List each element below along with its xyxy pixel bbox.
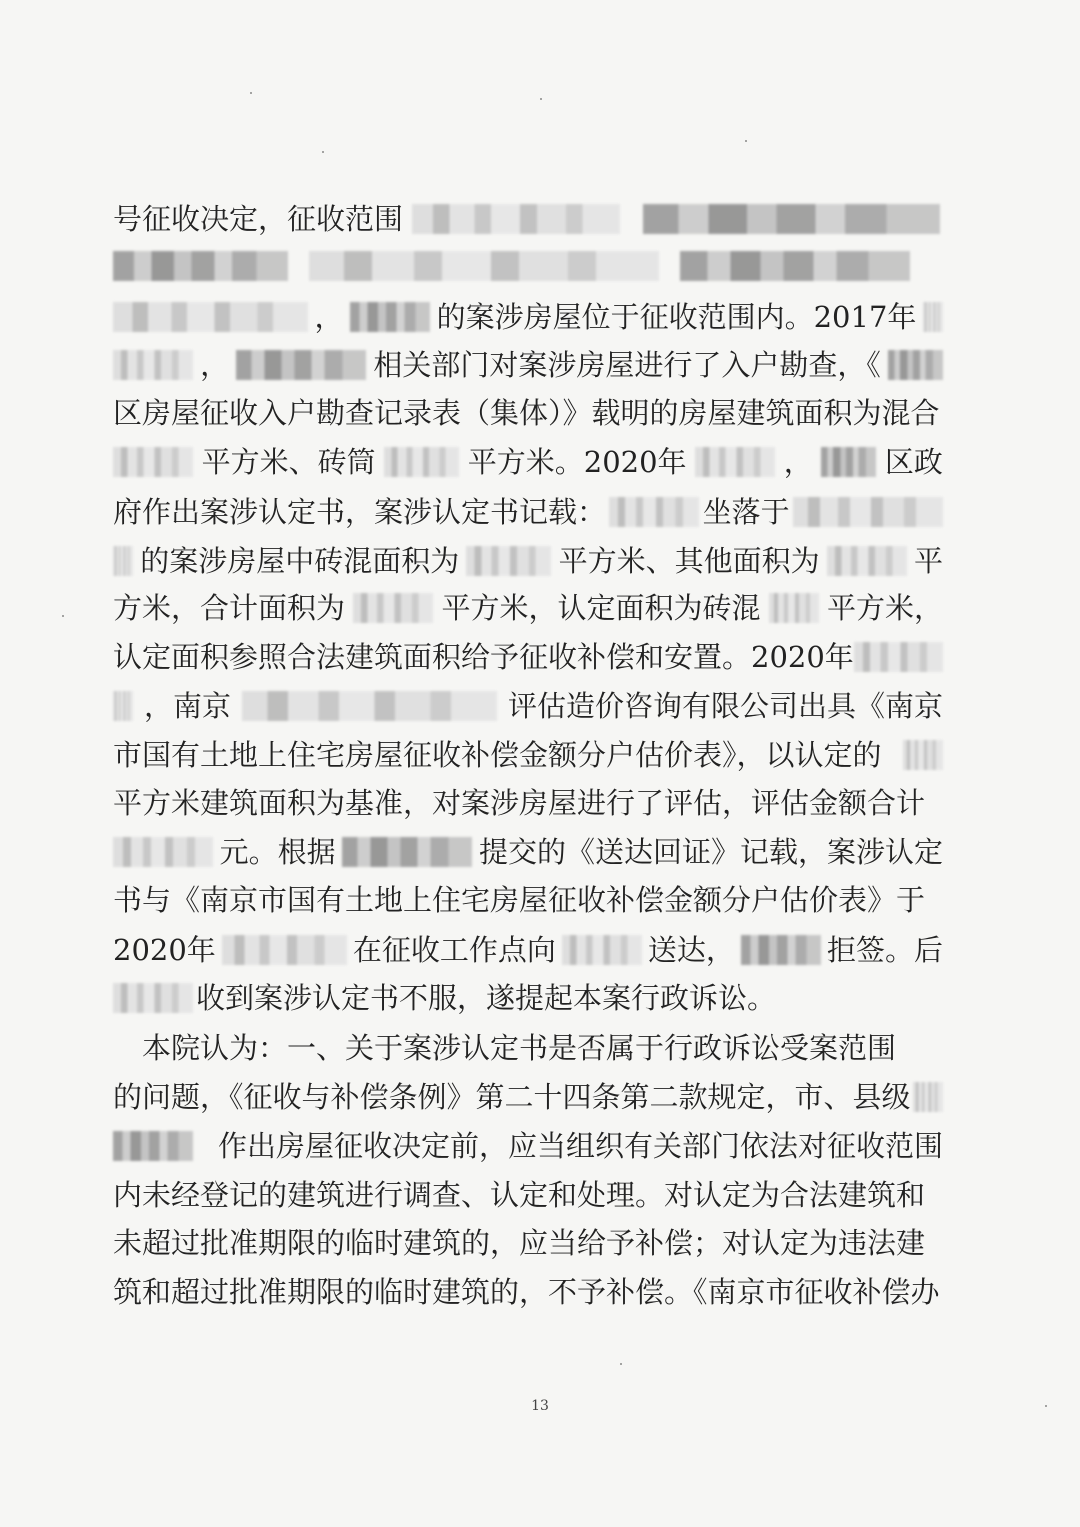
redacted-block — [643, 204, 940, 234]
text-segment: 收到案涉认定书不服，遂提起本案行政诉讼。 — [196, 981, 777, 1015]
redacted-block — [236, 350, 366, 380]
redacted-block — [350, 302, 430, 332]
text-line — [113, 878, 943, 922]
text-segment: 2020年 — [113, 933, 216, 967]
text-line — [113, 830, 943, 874]
text-line — [113, 1026, 943, 1070]
text-segment: 平方米， — [826, 591, 943, 625]
redacted-block — [854, 642, 943, 672]
redacted-block — [609, 497, 699, 527]
text-segment: 送达， — [647, 933, 735, 967]
redacted-block — [113, 350, 193, 380]
text-segment: 本院认为：一、关于案涉认定书是否属于行政诉讼受案范围 — [113, 1031, 897, 1065]
text-segment: 提交的《送达回证》记载，案涉认定 — [478, 835, 943, 869]
text-segment: 平方米，认定面积为砖混 — [441, 591, 761, 625]
redacted-block — [113, 983, 193, 1013]
redacted-block — [113, 546, 133, 576]
text-line — [113, 197, 943, 241]
scan-speck — [250, 92, 252, 94]
redacted-block — [242, 691, 497, 721]
redacted-block — [113, 837, 213, 867]
text-line — [113, 586, 943, 630]
text-segment: ， — [783, 445, 813, 479]
text-segment: 平方米、砖筒 — [201, 445, 376, 479]
text-line — [113, 781, 943, 825]
text-segment: 平方米建筑面积为基准，对案涉房屋进行了评估，评估金额合计 — [113, 786, 926, 820]
text-segment: 的案涉房屋位于征收范围内。2017年 — [436, 300, 917, 334]
text-segment: 内未经登记的建筑进行调查、认定和处理。对认定为合法建筑和 — [113, 1178, 926, 1212]
text-line — [113, 1075, 943, 1119]
scan-speck — [62, 615, 64, 617]
redacted-block — [222, 935, 347, 965]
text-segment: 书与《南京市国有土地上住宅房屋征收补偿金额分户估价表》于 — [113, 883, 926, 917]
redacted-block — [113, 1131, 193, 1161]
text-segment: 拒签。后 — [826, 933, 943, 967]
redacted-block — [769, 593, 819, 623]
text-segment: ， — [200, 348, 230, 382]
redacted-block — [793, 497, 943, 527]
text-segment: 区房屋征收入户勘查记录表（集体）》载明的房屋建筑面积为混合 — [113, 396, 940, 430]
redacted-block — [695, 447, 775, 477]
text-segment: 评估造价咨询有限公司出具《南京 — [507, 689, 943, 723]
redacted-block — [384, 447, 459, 477]
text-line — [113, 490, 943, 534]
redacted-block — [309, 251, 659, 281]
text-segment: 坐落于 — [702, 495, 790, 529]
redacted-block — [113, 447, 193, 477]
text-segment: 作出房屋征收决定前，应当组织有关部门依法对征收范围 — [217, 1129, 943, 1163]
text-segment: 市国有土地上住宅房屋征收补偿金额分户估价表》，以认定的 — [113, 738, 882, 772]
text-line — [113, 295, 943, 339]
text-segment: 方米，合计面积为 — [113, 591, 346, 625]
scan-speck — [620, 1363, 622, 1365]
scan-speck — [745, 140, 747, 142]
redacted-block — [353, 593, 433, 623]
text-segment: 区政 — [884, 445, 943, 479]
text-line — [113, 343, 943, 387]
text-line — [113, 539, 943, 583]
text-line — [113, 1270, 943, 1314]
redacted-block — [827, 546, 907, 576]
text-segment: 平方米、其他面积为 — [558, 544, 820, 578]
text-line — [113, 440, 943, 484]
text-segment: 筑和超过批准期限的临时建筑的，不予补偿。《南京市征收补偿办 — [113, 1275, 940, 1309]
text-line — [113, 928, 943, 972]
text-segment: 认定面积参照合法建筑面积给予征收补偿和安置。2020年 — [113, 640, 854, 674]
scan-speck — [322, 151, 324, 153]
text-line — [113, 244, 943, 288]
text-line — [113, 1221, 943, 1265]
redacted-block — [903, 740, 943, 770]
redacted-block — [113, 691, 133, 721]
page-number: 13 — [531, 1398, 549, 1414]
text-line — [113, 635, 943, 679]
scan-speck — [1045, 1405, 1047, 1407]
text-segment: ， — [314, 300, 344, 334]
redacted-block — [113, 302, 308, 332]
text-segment: 元。根据 — [219, 835, 336, 869]
redacted-block — [913, 1082, 943, 1112]
text-segment: 在征收工作点向 — [352, 933, 556, 967]
redacted-block — [741, 935, 821, 965]
redacted-block — [562, 935, 642, 965]
text-segment: ，南京 — [143, 689, 231, 723]
text-segment: 未超过批准期限的临时建筑的，应当给予补偿；对认定为违法建 — [113, 1226, 926, 1260]
text-line — [113, 1173, 943, 1217]
text-line — [113, 391, 943, 435]
redacted-block — [680, 251, 910, 281]
redacted-block — [821, 447, 876, 477]
redacted-block — [412, 204, 620, 234]
scan-speck — [540, 98, 542, 100]
text-segment: 相关部门对案涉房屋进行了入户勘查，《 — [373, 348, 881, 382]
text-segment: 府作出案涉认定书，案涉认定书记载： — [113, 495, 607, 529]
text-line — [113, 684, 943, 728]
text-line — [113, 1124, 943, 1168]
text-segment: 平方米。2020年 — [467, 445, 687, 479]
redacted-block — [113, 251, 288, 281]
redacted-block — [888, 350, 943, 380]
text-segment: 平 — [913, 544, 943, 578]
text-segment: 号征收决定，征收范围 — [113, 202, 404, 236]
redacted-block — [923, 302, 943, 332]
text-segment: 的问题，《征收与补偿条例》第二十四条第二款规定，市、县级 — [113, 1080, 911, 1114]
text-line — [113, 733, 943, 777]
text-line — [113, 976, 943, 1020]
redacted-block — [342, 837, 472, 867]
redacted-block — [466, 546, 551, 576]
text-segment: 的案涉房屋中砖混面积为 — [140, 544, 460, 578]
